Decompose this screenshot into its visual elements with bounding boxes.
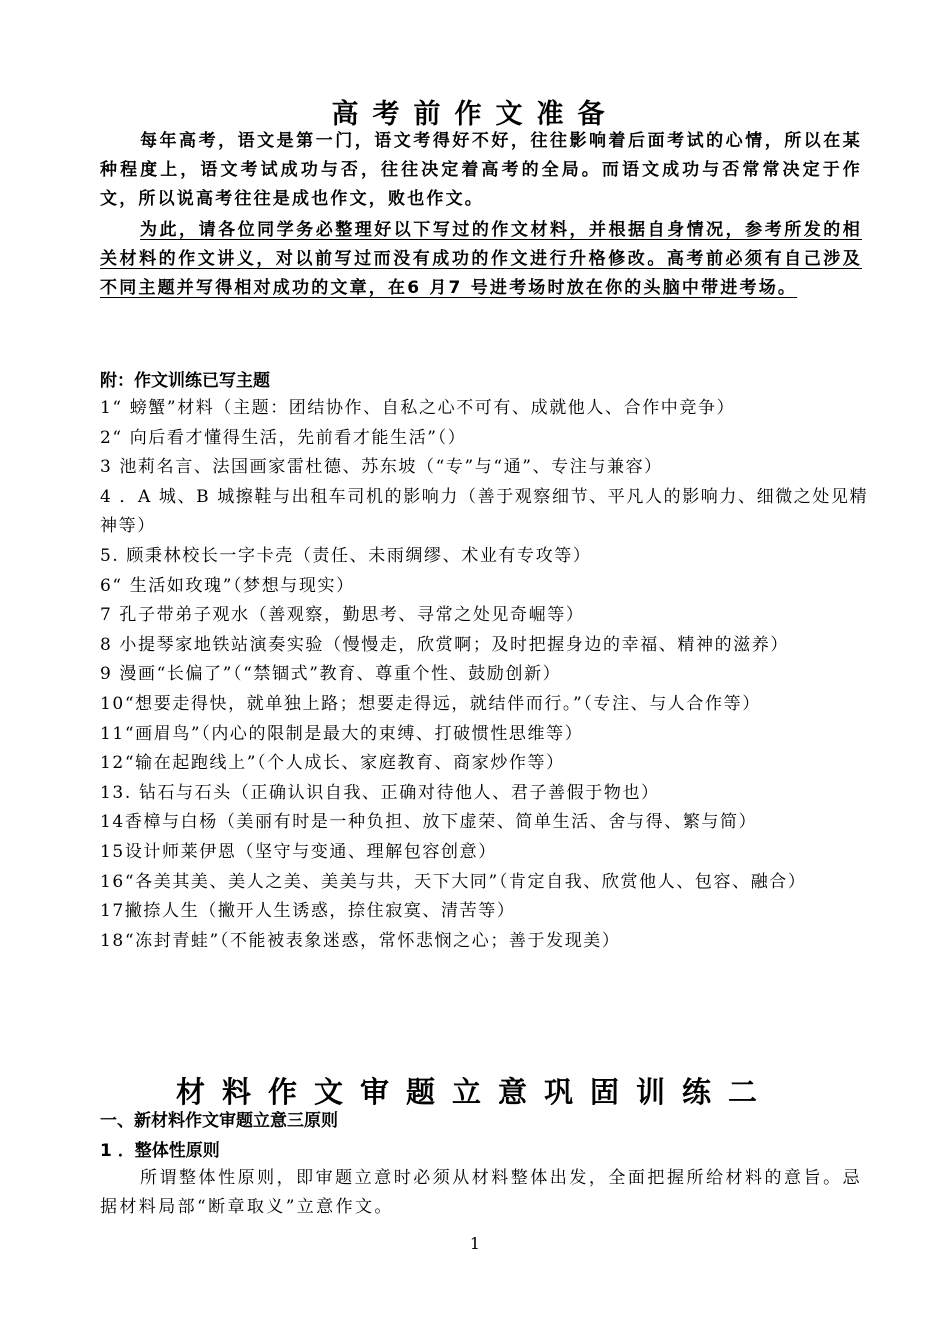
principle-paragraph: 所谓整体性原则，即审题立意时必须从材料整体出发，全面把握所给材料的意旨。忌据材料局部“断章取义”立意作文。 (100, 1168, 862, 1217)
list-item: 10“想要走得快，就单独上路；想要走得远，就结伴而行。”（专注、与人合作等） (100, 693, 761, 714)
list-item: 18“冻封青蛙”（不能被表象迷惑，常怀悲悯之心；善于发现美） (100, 930, 621, 951)
intro-paragraph: 每年高考，语文是第一门，语文考得好不好，往往影响着后面考试的心情，所以在某种程度上，语文考试成功与否，往往决定着高考的全局。而语文成功与否常常决定于作文，所以说高考往往是成也作文，败也作文。 (100, 131, 862, 209)
subheading-integrity: 1 ．整体性原则 (100, 1141, 220, 1161)
list-item: 7 孔子带弟子观水（善观察，勤思考、寻常之处见奇崛等） (100, 605, 585, 626)
list-item: 11“画眉鸟”（内心的限制是最大的束缚、打破惯性思维等） (100, 723, 584, 744)
list-item: 13. 钻石与石头（正确认识自我、正确对待他人、君子善假于物也） (100, 782, 660, 803)
section-title: 材料作文审题立意巩固训练二 (175, 1075, 774, 1109)
list-item: 17撇捺人生（撇开人生诱惑，捺住寂寞、清苦等） (100, 901, 516, 922)
list-item: 1“ 螃蟹”材料（主题：团结协作、自私之心不可有、成就他人、合作中竞争） (100, 398, 736, 418)
page-title: 高考前作文准备 (331, 99, 619, 130)
list-item: 8 小提琴家地铁站演奏实验（慢慢走，欣赏啊；及时把握身边的幸福、精神的滋养） (100, 634, 790, 655)
annex-heading: 附：作文训练已写主题 (100, 371, 270, 391)
list-item: 5. 顾秉林校长一字卡壳（责任、未雨绸缪、术业有专攻等） (100, 545, 592, 566)
subheading-principles: 一、新材料作文审题立意三原则 (100, 1111, 338, 1131)
list-item: 3 池莉名言、法国画家雷杜德、苏东坡（“专”与“通”、专注与兼容） (100, 457, 663, 478)
instruction-paragraph: 为此，请各位同学务必整理好以下写过的作文材料，并根据自身情况，参考所发的相关材料的作文讲义，对以前写过而没有成功的作文进行升格修改。高考前必须有自己涉及不同主题并写得相对成功的文章，在6 月7 号进考场时放在你的头脑中带进考场。 (100, 220, 862, 298)
list-item: 12“输在起跑线上”（个人成长、家庭教育、商家炒作等） (100, 753, 565, 774)
list-item: 2“ 向后看才懂得生活，先前看才能生活”（） (100, 427, 467, 448)
topic-list (100, 394, 875, 956)
list-item: 9 漫画“长偏了”（“禁锢式”教育、尊重个性、鼓励创新） (100, 664, 562, 685)
list-item: 4 ．A 城、B 城擦鞋与出租车司机的影响力（善于观察细节、平凡人的影响力、细微之处见精神等） (100, 486, 869, 537)
list-item: 16“各美其美、美人之美、美美与共，天下大同”（肯定自我、欣赏他人、包容、融合） (100, 871, 807, 892)
list-item: 6“ 生活如玫瑰”（梦想与现实） (100, 575, 355, 596)
list-item: 15设计师莱伊恩（坚守与变通、理解包容创意） (100, 841, 497, 862)
list-item: 14香樟与白杨（美丽有时是一种负担、放下虚荣、简单生活、舍与得、繁与简） (100, 812, 758, 833)
page-number: 1 (469, 1234, 481, 1253)
